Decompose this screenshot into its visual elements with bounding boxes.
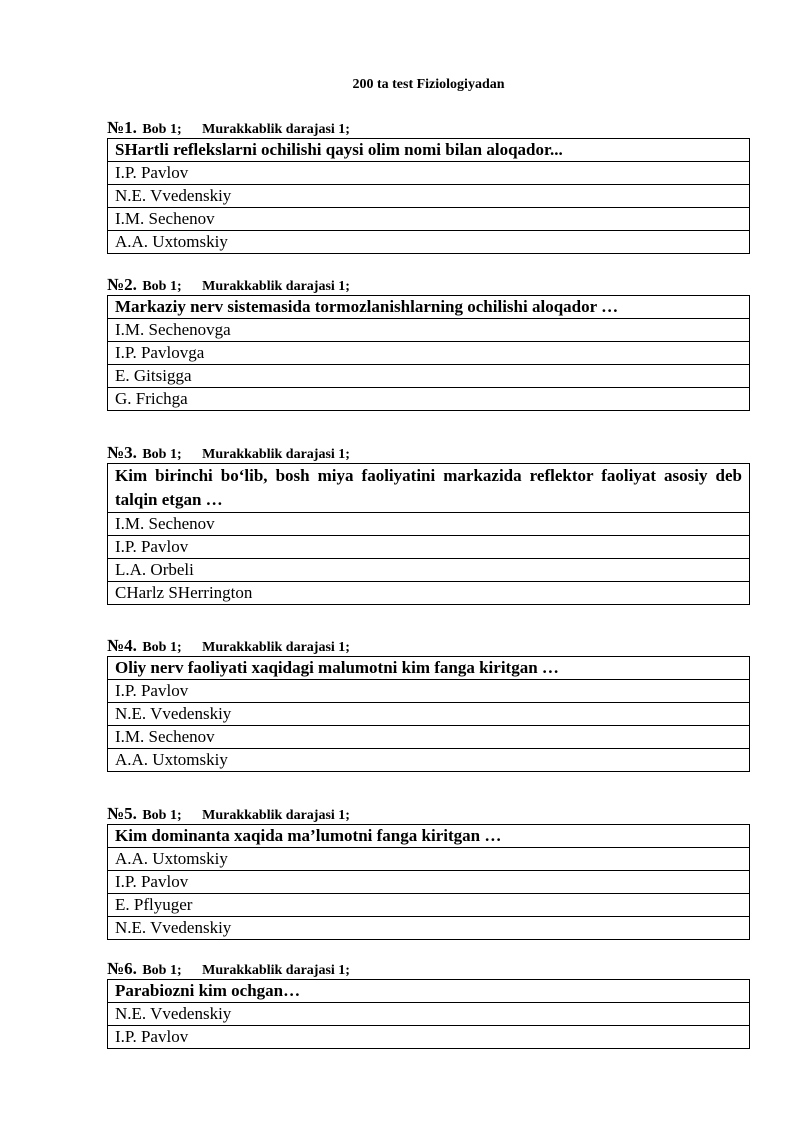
question-number: №3.: [107, 443, 137, 462]
answer-option: E. Gitsigga: [108, 365, 750, 388]
answer-option: L.A. Orbeli: [108, 559, 750, 582]
question-table: [107, 295, 750, 411]
question-header: [107, 636, 750, 656]
chapter-label: Bob 1;: [142, 963, 182, 978]
question-number: №1.: [107, 118, 137, 137]
answer-option: N.E. Vvedenskiy: [108, 703, 750, 726]
difficulty-label: Murakkablik darajasi 1;: [202, 963, 350, 978]
question-table: [107, 656, 750, 772]
difficulty-label: Murakkablik darajasi 1;: [202, 122, 350, 137]
answer-option: I.P. Pavlov: [108, 680, 750, 703]
question-text: Kim dominanta xaqida ma’lumotni fanga kiritgan …: [108, 825, 750, 848]
answer-option: CHarlz SHerrington: [108, 582, 750, 605]
answer-option: N.E. Vvedenskiy: [108, 185, 750, 208]
question-number: №4.: [107, 636, 137, 655]
answer-option: I.P. Pavlovga: [108, 342, 750, 365]
question-number: №2.: [107, 275, 137, 294]
question-text: SHartli reflekslarni ochilishi qaysi olim nomi bilan aloqador...: [108, 139, 750, 162]
chapter-label: Bob 1;: [142, 122, 182, 137]
answer-option: I.M. Sechenov: [108, 513, 750, 536]
question-text: Markaziy nerv sistemasida tormozlanishlarning ochilishi aloqador …: [108, 296, 750, 319]
chapter-label: Bob 1;: [142, 279, 182, 294]
difficulty-label: Murakkablik darajasi 1;: [202, 279, 350, 294]
document-title: 200 ta test Fiziologiyadan: [352, 77, 505, 92]
answer-option: E. Pflyuger: [108, 894, 750, 917]
difficulty-label: Murakkablik darajasi 1;: [202, 640, 350, 655]
answer-option: A.A. Uxtomskiy: [108, 231, 750, 254]
chapter-label: Bob 1;: [142, 447, 182, 462]
answer-option: I.P. Pavlov: [108, 871, 750, 894]
question-block-3: [107, 443, 750, 605]
answer-option: I.P. Pavlov: [108, 162, 750, 185]
answer-option: I.M. Sechenov: [108, 726, 750, 749]
question-header: [107, 959, 750, 979]
question-header: [107, 275, 750, 295]
answer-option: N.E. Vvedenskiy: [108, 1003, 750, 1026]
answer-option: N.E. Vvedenskiy: [108, 917, 750, 940]
answer-option: A.A. Uxtomskiy: [108, 848, 750, 871]
question-table: [107, 824, 750, 940]
answer-option: I.M. Sechenov: [108, 208, 750, 231]
question-number: №5.: [107, 804, 137, 823]
question-block-1: [107, 118, 750, 254]
answer-option: I.P. Pavlov: [108, 1026, 750, 1049]
answer-option: I.P. Pavlov: [108, 536, 750, 559]
difficulty-label: Murakkablik darajasi 1;: [202, 447, 350, 462]
question-block-2: [107, 275, 750, 411]
question-text: Parabiozni kim ochgan…: [108, 980, 750, 1003]
chapter-label: Bob 1;: [142, 808, 182, 823]
question-text: Oliy nerv faoliyati xaqidagi malumotni kim fanga kiritgan …: [108, 657, 750, 680]
question-text: Kim birinchi bo‘lib, bosh miya faoliyatini markazida reflektor faoliyat asosiy deb talqin etgan …: [108, 464, 750, 513]
question-header: [107, 443, 750, 463]
question-table: [107, 138, 750, 254]
question-header: [107, 118, 750, 138]
question-table: [107, 979, 750, 1049]
difficulty-label: Murakkablik darajasi 1;: [202, 808, 350, 823]
question-header: [107, 804, 750, 824]
question-table: [107, 463, 750, 605]
answer-option: A.A. Uxtomskiy: [108, 749, 750, 772]
question-block-6: [107, 959, 750, 1049]
answer-option: I.M. Sechenovga: [108, 319, 750, 342]
question-block-5: [107, 804, 750, 940]
chapter-label: Bob 1;: [142, 640, 182, 655]
question-number: №6.: [107, 959, 137, 978]
answer-option: G. Frichga: [108, 388, 750, 411]
question-block-4: [107, 636, 750, 772]
